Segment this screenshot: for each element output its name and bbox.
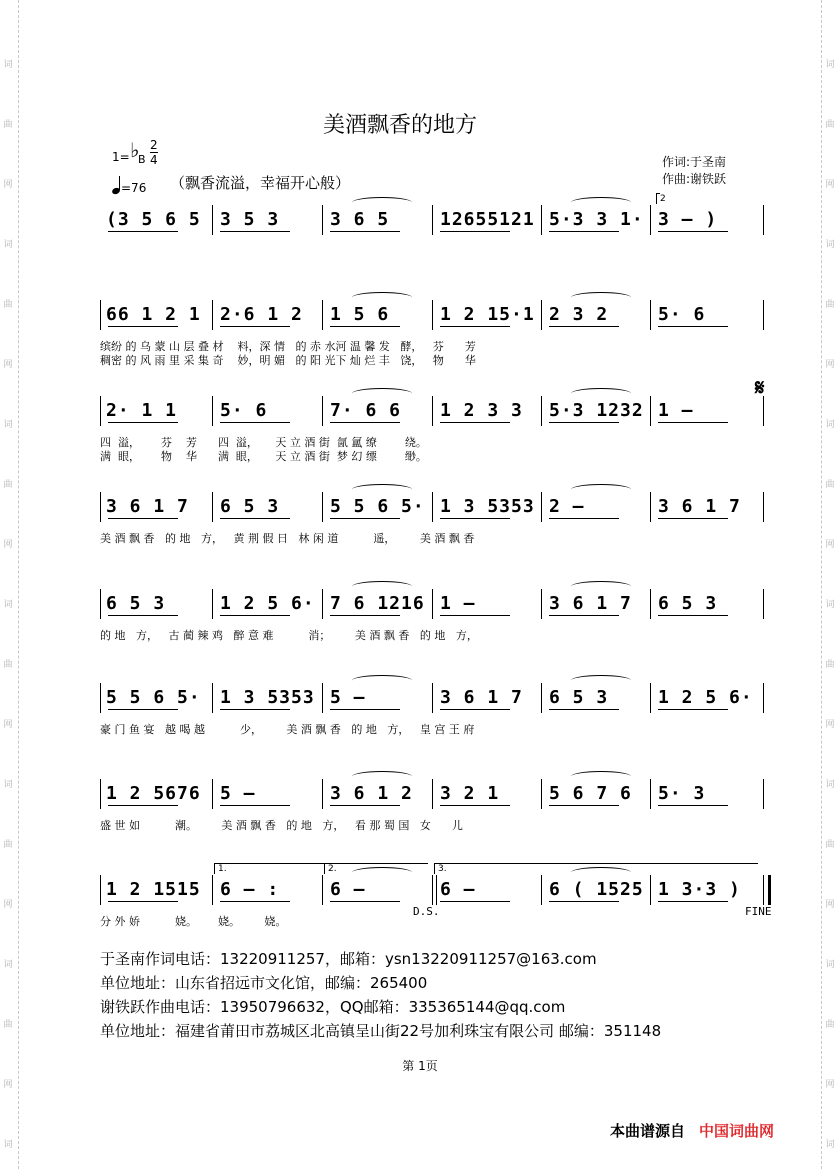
barline	[322, 683, 323, 713]
beam-underline	[330, 709, 400, 710]
source-site: 中国词曲网	[699, 1122, 775, 1140]
source-prefix: 本曲谱源自	[610, 1122, 686, 1140]
lyric-line-1: 缤纷 的 乌 蒙 山 层 叠 材 料，深 情 的 赤 水河 温 馨 发 酵， 芬 芳	[100, 340, 476, 353]
slur	[352, 388, 412, 399]
beam-underline	[440, 231, 510, 232]
watermark-char: 词	[825, 600, 835, 610]
barline	[432, 492, 433, 522]
beam-underline	[108, 326, 178, 327]
beam-underline	[220, 615, 290, 616]
beam-underline	[658, 709, 728, 710]
slur	[571, 292, 631, 303]
watermark-char: 网	[3, 720, 13, 730]
notation-line	[100, 300, 765, 328]
measure: 3 6 1 7	[658, 496, 741, 517]
measure: 5 5 6 5·	[106, 687, 201, 708]
barline	[432, 589, 433, 619]
slur	[571, 388, 631, 399]
measure: 1 2 5 6·	[658, 687, 753, 708]
footer-line-1: 于圣南作词电话：13220911257，邮箱：ysn13220911257@163.com	[100, 950, 597, 968]
notation-line	[100, 875, 765, 903]
barline	[212, 779, 213, 809]
measure: 2·6 1 2	[220, 304, 303, 325]
beam-underline	[330, 901, 400, 902]
watermark-char: 网	[825, 1080, 835, 1090]
slur	[352, 675, 412, 686]
slur	[352, 292, 412, 303]
watermark-char: 词	[3, 780, 13, 790]
lyric-line-1: 四 溢， 芬 芳 四 溢， 天 立 酒 街 氤 氲 缭 绕。	[100, 436, 427, 449]
page-number: 第 1页	[402, 1059, 438, 1073]
barline	[100, 492, 101, 522]
barline	[212, 492, 213, 522]
measure: 1 3 5353	[220, 687, 315, 708]
volta-ending: 2.	[324, 863, 428, 874]
time-top: 2	[150, 138, 158, 152]
source-credit	[610, 1120, 774, 1141]
left-margin-dashes	[0, 0, 19, 1169]
beam-underline	[330, 231, 400, 232]
barline	[100, 300, 101, 330]
watermark-char: 网	[825, 180, 835, 190]
beam-underline	[108, 805, 178, 806]
lyric-line-1: 盛 世 如 潮。 美 酒 飘 香 的 地 方， 看 那 蜀 国 女 儿	[100, 819, 463, 832]
measure: 2 –	[549, 496, 585, 517]
beam-underline	[108, 615, 178, 616]
barline	[212, 205, 213, 235]
watermark-char: 网	[825, 360, 835, 370]
beam-underline	[658, 231, 728, 232]
barline	[322, 875, 323, 905]
barline	[763, 300, 764, 330]
measure: 3 6 1 7	[440, 687, 523, 708]
barline	[100, 779, 101, 809]
measure: 1 3 5353	[440, 496, 535, 517]
barline	[212, 589, 213, 619]
watermark-char: 网	[3, 540, 13, 550]
watermark-char: 词	[825, 780, 835, 790]
staff-row	[100, 683, 765, 745]
watermark-char: 曲	[825, 120, 835, 130]
key-signature	[112, 138, 158, 167]
watermark-char: 曲	[825, 660, 835, 670]
barline	[322, 589, 323, 619]
measure: 6 ( 1525	[549, 879, 644, 900]
measure: 12655121	[440, 209, 535, 230]
flat-icon: ♭	[130, 138, 140, 162]
beam-underline	[220, 709, 290, 710]
beam-underline	[549, 518, 619, 519]
beam-underline	[330, 805, 400, 806]
watermark-char: 曲	[825, 840, 835, 850]
measure: 5 5 6 5·	[330, 496, 425, 517]
beam-underline	[658, 518, 728, 519]
notation-line	[100, 779, 765, 807]
beam-underline	[549, 422, 619, 423]
beam-underline	[658, 615, 728, 616]
segno-icon: 𝄋	[755, 376, 765, 401]
measure: 3 5 3	[220, 209, 280, 230]
barline	[212, 300, 213, 330]
barline	[763, 779, 764, 809]
barline	[212, 875, 213, 905]
measure: 5 –	[220, 783, 256, 804]
fine-marking: FINE	[745, 905, 772, 918]
beam-underline	[330, 422, 400, 423]
barline	[432, 205, 433, 235]
watermark-char: 词	[825, 1140, 835, 1150]
staff-row	[100, 194, 765, 267]
barline	[322, 205, 323, 235]
measure: 2· 1 1	[106, 400, 178, 421]
measure: 1 2 1515	[106, 879, 201, 900]
barline	[100, 589, 101, 619]
beam-underline	[440, 422, 510, 423]
barline	[763, 589, 764, 619]
measure: 3 2 1	[440, 783, 500, 804]
barline	[650, 875, 651, 905]
barline	[541, 205, 542, 235]
key-note: B	[138, 153, 146, 166]
measure: 5·3 3 1·	[549, 209, 644, 230]
notation-line	[100, 205, 765, 233]
measure: 3 – )	[658, 209, 718, 230]
measure: 1 2 15·1	[440, 304, 535, 325]
beam-underline	[549, 805, 619, 806]
barline	[541, 492, 542, 522]
watermark-char: 网	[825, 720, 835, 730]
watermark-char: 网	[3, 180, 13, 190]
beam-underline	[220, 805, 290, 806]
watermark-char: 词	[825, 960, 835, 970]
barline	[212, 396, 213, 426]
notation-line	[100, 683, 765, 711]
measure: 5 –	[330, 687, 366, 708]
measure: 6 5 3	[549, 687, 609, 708]
beam-underline	[108, 231, 178, 232]
footer-line-2: 单位地址：山东省招远市文化馆，邮编：265400	[100, 974, 428, 992]
beam-underline	[220, 518, 290, 519]
barline	[541, 779, 542, 809]
barline	[541, 396, 542, 426]
beam-underline	[440, 901, 510, 902]
beam-underline	[440, 805, 510, 806]
barline	[322, 492, 323, 522]
ds-marking: D.S.	[413, 905, 440, 918]
watermark-char: 曲	[825, 300, 835, 310]
beam-underline	[220, 326, 290, 327]
slur	[352, 197, 412, 208]
barline	[432, 396, 433, 426]
beam-underline	[549, 326, 619, 327]
footer-line-3: 谢铁跃作曲电话：13950796632，QQ邮箱：335365144@qq.com	[100, 998, 566, 1016]
beam-underline	[549, 709, 619, 710]
barline	[763, 492, 764, 522]
time-bottom: 4	[150, 153, 158, 167]
beam-underline	[108, 422, 178, 423]
measure: 6 5 3	[220, 496, 280, 517]
volta-ending: 3.	[434, 863, 758, 874]
beam-underline	[220, 422, 290, 423]
barline	[541, 875, 542, 905]
volta-ending: 1.	[214, 863, 328, 874]
time-signature	[150, 138, 158, 167]
intro-expression: （飘香流溢，幸福开心般）	[170, 174, 351, 192]
beam-underline	[549, 901, 619, 902]
measure: 66 1 2 1	[106, 304, 201, 325]
beam-underline	[440, 709, 510, 710]
watermark-char: 曲	[825, 1020, 835, 1030]
beam-underline	[108, 709, 178, 710]
notation-line	[100, 492, 765, 520]
beam-underline	[440, 326, 510, 327]
watermark-char: 网	[3, 900, 13, 910]
measure: 6 – :	[220, 879, 280, 900]
lyric-line-1: 分 外 娇 娆。 娆。 娆。	[100, 915, 287, 928]
measure: (3 5 6 5	[106, 209, 201, 230]
watermark-char: 词	[825, 60, 835, 70]
staff-row	[100, 492, 765, 554]
slur	[571, 675, 631, 686]
measure: 1 2 3 3	[440, 400, 523, 421]
measure: 6 –	[440, 879, 476, 900]
volta-mark: 2	[656, 193, 660, 204]
measure: 5· 6	[658, 304, 706, 325]
barline	[541, 683, 542, 713]
slur	[352, 771, 412, 782]
watermark-char: 网	[825, 900, 835, 910]
barline	[763, 875, 771, 905]
watermark-char: 曲	[3, 120, 13, 130]
measure: 1 2 5 6·	[220, 593, 315, 614]
barline	[650, 683, 651, 713]
beam-underline	[330, 518, 400, 519]
watermark-char: 词	[3, 960, 13, 970]
lyric-line-1: 美 酒 飘 香 的 地 方， 黄 荆 假 日 林 闲 道 遥， 美 酒 飘 香	[100, 532, 475, 545]
watermark-char: 网	[3, 360, 13, 370]
beam-underline	[220, 231, 290, 232]
watermark-char: 曲	[3, 840, 13, 850]
beam-underline	[330, 326, 400, 327]
barline	[650, 492, 651, 522]
barline	[100, 875, 101, 905]
barline	[541, 589, 542, 619]
beam-underline	[108, 901, 178, 902]
beam-underline	[549, 615, 619, 616]
measure: 5· 6	[220, 400, 268, 421]
barline	[100, 683, 101, 713]
barline	[432, 300, 433, 330]
watermark-char: 词	[3, 420, 13, 430]
measure: 6 5 3	[658, 593, 718, 614]
staff-row	[100, 396, 765, 463]
key-prefix: 1=	[112, 150, 130, 164]
measure: 2 3 2	[549, 304, 609, 325]
measure: 5 6 7 6	[549, 783, 632, 804]
barline	[212, 683, 213, 713]
notation-line	[100, 396, 765, 424]
beam-underline	[440, 518, 510, 519]
beam-underline	[549, 231, 619, 232]
measure: 5· 3	[658, 783, 706, 804]
lyric-line-2: 满 眼， 物 华 满 眼， 天 立 酒 街 梦 幻 缥 缈。	[100, 450, 427, 463]
tempo-marking	[112, 178, 146, 195]
right-margin-dashes	[821, 0, 840, 1169]
barline	[650, 205, 651, 235]
measure: 1 –	[658, 400, 694, 421]
beam-underline	[658, 805, 728, 806]
watermark-char: 词	[3, 600, 13, 610]
slur	[571, 581, 631, 592]
beam-underline	[658, 901, 728, 902]
beam-underline	[330, 615, 400, 616]
tempo-value: =76	[121, 181, 147, 195]
barline	[650, 300, 651, 330]
lyricist-credit: 作词:于圣南	[662, 155, 727, 169]
lyric-line-1: 豪 门 鱼 宴 越 喝 越 少， 美 酒 飘 香 的 地 方， 皇 宫 王 府	[100, 723, 475, 736]
watermark-char: 网	[825, 540, 835, 550]
beam-underline	[108, 518, 178, 519]
composer-credit: 作曲:谢铁跃	[662, 172, 727, 186]
beam-underline	[658, 326, 728, 327]
staff-row	[100, 864, 772, 937]
measure: 3 6 1 7	[106, 496, 189, 517]
barline	[650, 396, 651, 426]
staff-row	[100, 589, 765, 651]
slur	[571, 771, 631, 782]
watermark-char: 词	[3, 240, 13, 250]
measure: 1 2 5676	[106, 783, 201, 804]
measure: 6 –	[330, 879, 366, 900]
notation-line	[100, 589, 765, 617]
watermark-char: 词	[825, 420, 835, 430]
lyric-line-1: 的 地 方， 古 蔺 辣 鸡 醉 意 难 消； 美 酒 飘 香 的 地 方，	[100, 629, 478, 642]
slur	[352, 581, 412, 592]
measure: 3 6 1 2	[330, 783, 413, 804]
barline	[322, 779, 323, 809]
beam-underline	[658, 422, 728, 423]
slur	[571, 197, 631, 208]
barline	[650, 779, 651, 809]
beam-underline	[440, 615, 510, 616]
barline	[432, 875, 437, 905]
barline	[763, 683, 764, 713]
footer-line-4: 单位地址：福建省莆田市荔城区北高镇呈山街22号加利珠宝有限公司 邮编：351148	[100, 1022, 662, 1040]
song-title: 美酒飘香的地方	[322, 113, 477, 138]
measure: 6 5 3	[106, 593, 166, 614]
barline	[100, 396, 101, 426]
lyric-line-2: 稠密 的 风 雨 里 采 集 奇 妙，明 媚 的 阳 光下 灿 烂 丰 饶， 物 华	[100, 354, 476, 367]
measure: 7 6 1216	[330, 593, 425, 614]
measure: 1 –	[440, 593, 476, 614]
watermark-char: 曲	[3, 300, 13, 310]
barline	[432, 779, 433, 809]
barline	[650, 589, 651, 619]
staff-row	[100, 779, 765, 841]
barline	[322, 396, 323, 426]
watermark-char: 词	[3, 60, 13, 70]
barline	[432, 683, 433, 713]
barline	[322, 300, 323, 330]
measure: 3 6 5	[330, 209, 390, 230]
staff-row	[100, 300, 765, 367]
watermark-char: 曲	[825, 480, 835, 490]
slur	[571, 484, 631, 495]
measure: 3 6 1 7	[549, 593, 632, 614]
measure: 1 5 6	[330, 304, 390, 325]
watermark-char: 网	[3, 1080, 13, 1090]
slur	[352, 484, 412, 495]
barline	[541, 300, 542, 330]
watermark-char: 词	[825, 240, 835, 250]
measure: 7· 6 6	[330, 400, 402, 421]
barline	[763, 205, 764, 235]
measure: 5·3 1232	[549, 400, 644, 421]
measure: 1 3·3 )	[658, 879, 741, 900]
watermark-char: 词	[3, 1140, 13, 1150]
watermark-char: 曲	[3, 1020, 13, 1030]
beam-underline	[220, 901, 290, 902]
watermark-char: 曲	[3, 660, 13, 670]
watermark-char: 曲	[3, 480, 13, 490]
